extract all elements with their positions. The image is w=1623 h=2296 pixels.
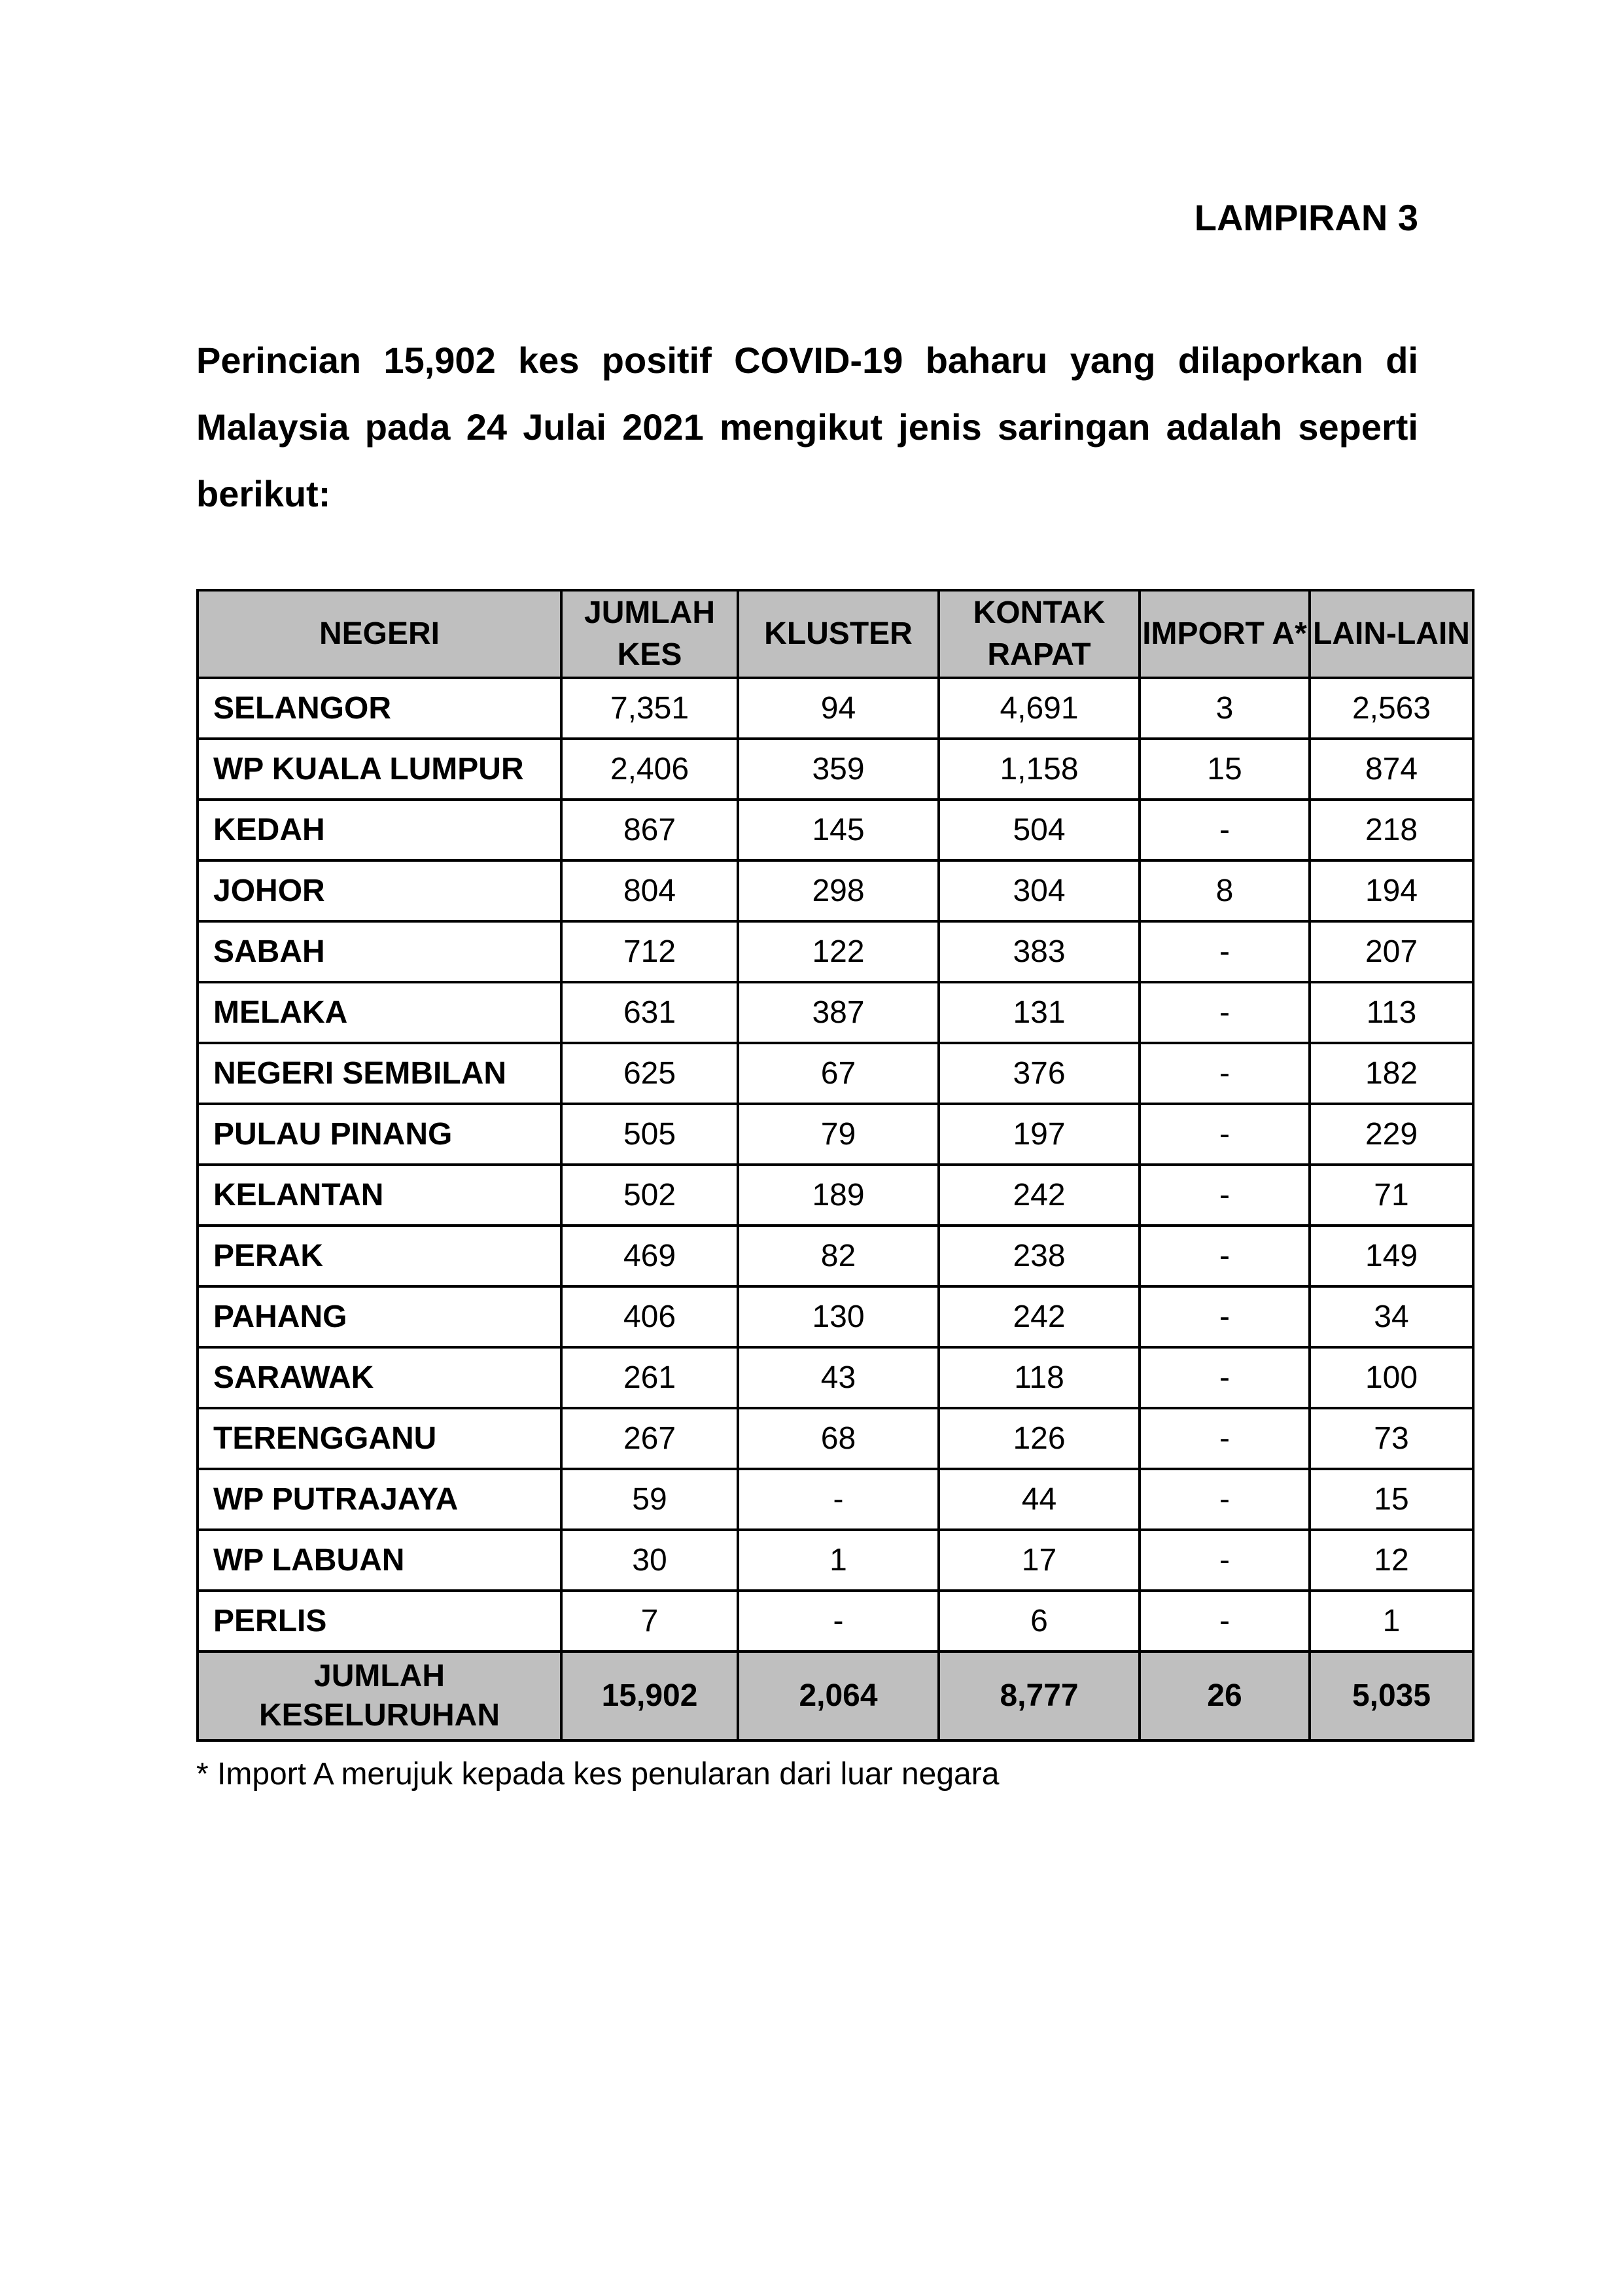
kluster-cell: 298 [738,860,939,921]
jumlah-kes-cell: 7 [561,1591,738,1651]
kontak-rapat-cell: 17 [939,1530,1140,1591]
kontak-rapat-cell: 376 [939,1043,1140,1104]
kluster-cell: 130 [738,1286,939,1347]
state-name: KELANTAN [198,1165,561,1226]
state-name: WP KUALA LUMPUR [198,739,561,800]
table-row [198,1591,1473,1651]
state-name: TERENGGANU [198,1408,561,1469]
lain-lain-cell: 194 [1310,860,1473,921]
lain-lain-cell: 182 [1310,1043,1473,1104]
import-a-cell: - [1140,1408,1310,1469]
jumlah-kes-cell: 502 [561,1165,738,1226]
table-row [198,860,1473,921]
jumlah-kes-cell: 30 [561,1530,738,1591]
kontak-rapat-cell: 131 [939,982,1140,1043]
total-import-a: 26 [1140,1651,1310,1740]
kontak-rapat-cell: 242 [939,1165,1140,1226]
table-body [198,678,1473,1651]
table-row [198,678,1473,739]
import-a-cell: - [1140,1043,1310,1104]
header-kontak-rapat: KONTAK RAPAT [939,590,1140,678]
lain-lain-cell: 100 [1310,1347,1473,1408]
kluster-cell: 122 [738,921,939,982]
table-row [198,1286,1473,1347]
table-row [198,1469,1473,1530]
state-name: KEDAH [198,800,561,860]
total-row [198,1651,1473,1740]
table-row [198,739,1473,800]
lain-lain-cell: 34 [1310,1286,1473,1347]
lain-lain-cell: 207 [1310,921,1473,982]
kluster-cell: 82 [738,1226,939,1286]
kluster-cell: 387 [738,982,939,1043]
kluster-cell: 145 [738,800,939,860]
header-jumlah-kes: JUMLAH KES [561,590,738,678]
jumlah-kes-cell: 867 [561,800,738,860]
jumlah-kes-cell: 625 [561,1043,738,1104]
lain-lain-cell: 874 [1310,739,1473,800]
state-name: PAHANG [198,1286,561,1347]
state-name: PULAU PINANG [198,1104,561,1165]
import-a-cell: - [1140,982,1310,1043]
kluster-cell: 359 [738,739,939,800]
intro-paragraph: Perincian 15,902 kes positif COVID-19 baharu yang dilaporkan di Malaysia pada 24 Julai 2021 mengikut jenis saringan adalah seperti berikut: [196,340,1418,514]
jumlah-kes-cell: 505 [561,1104,738,1165]
cases-by-state-table [196,589,1475,1742]
import-a-cell: 15 [1140,739,1310,800]
import-a-cell: - [1140,1104,1310,1165]
import-a-cell: 8 [1140,860,1310,921]
jumlah-kes-cell: 59 [561,1469,738,1530]
header-kluster: KLUSTER [738,590,939,678]
jumlah-kes-cell: 261 [561,1347,738,1408]
table-row [198,921,1473,982]
table-row [198,982,1473,1043]
kluster-cell: 67 [738,1043,939,1104]
kluster-cell: - [738,1591,939,1651]
jumlah-kes-cell: 631 [561,982,738,1043]
kontak-rapat-cell: 238 [939,1226,1140,1286]
state-name: JOHOR [198,860,561,921]
jumlah-kes-cell: 7,351 [561,678,738,739]
import-a-cell: - [1140,1469,1310,1530]
state-name: WP LABUAN [198,1530,561,1591]
kontak-rapat-cell: 242 [939,1286,1140,1347]
total-lain-lain: 5,035 [1310,1651,1473,1740]
kluster-cell: 68 [738,1408,939,1469]
import-a-cell: - [1140,1286,1310,1347]
lain-lain-cell: 218 [1310,800,1473,860]
import-a-cell: - [1140,1591,1310,1651]
kontak-rapat-cell: 1,158 [939,739,1140,800]
kluster-cell: 189 [738,1165,939,1226]
kontak-rapat-cell: 118 [939,1347,1140,1408]
table-header [198,590,1473,678]
state-name: WP PUTRAJAYA [198,1469,561,1530]
lain-lain-cell: 73 [1310,1408,1473,1469]
state-name: MELAKA [198,982,561,1043]
import-a-cell: - [1140,1530,1310,1591]
lain-lain-cell: 149 [1310,1226,1473,1286]
total-jumlah-kes: 15,902 [561,1651,738,1740]
table-row [198,1104,1473,1165]
kluster-cell: 43 [738,1347,939,1408]
import-a-cell: - [1140,921,1310,982]
header-negeri: NEGERI [198,590,561,678]
total-kontak-rapat: 8,777 [939,1651,1140,1740]
table-row [198,1347,1473,1408]
jumlah-kes-cell: 804 [561,860,738,921]
state-name: SELANGOR [198,678,561,739]
kluster-cell: 94 [738,678,939,739]
import-a-cell: 3 [1140,678,1310,739]
kontak-rapat-cell: 197 [939,1104,1140,1165]
jumlah-kes-cell: 406 [561,1286,738,1347]
jumlah-kes-cell: 712 [561,921,738,982]
table-footer [198,1651,1473,1740]
import-a-cell: - [1140,1347,1310,1408]
lain-lain-cell: 229 [1310,1104,1473,1165]
total-kluster: 2,064 [738,1651,939,1740]
state-name: PERLIS [198,1591,561,1651]
table-row [198,1226,1473,1286]
kontak-rapat-cell: 126 [939,1408,1140,1469]
table-row [198,1165,1473,1226]
header-row [198,590,1473,678]
kontak-rapat-cell: 383 [939,921,1140,982]
kontak-rapat-cell: 4,691 [939,678,1140,739]
state-name: SABAH [198,921,561,982]
state-name: SARAWAK [198,1347,561,1408]
lain-lain-cell: 2,563 [1310,678,1473,739]
footnote: * Import A merujuk kepada kes penularan dari luar negara [196,1757,1000,1792]
appendix-label: LAMPIRAN 3 [1194,197,1418,238]
jumlah-kes-cell: 267 [561,1408,738,1469]
jumlah-kes-cell: 469 [561,1226,738,1286]
lain-lain-cell: 71 [1310,1165,1473,1226]
kluster-cell: 1 [738,1530,939,1591]
kontak-rapat-cell: 6 [939,1591,1140,1651]
import-a-cell: - [1140,1226,1310,1286]
total-label: JUMLAH KESELURUHAN [198,1651,561,1740]
header-import-a: IMPORT A* [1140,590,1310,678]
header-lain-lain: LAIN-LAIN [1310,590,1473,678]
lain-lain-cell: 1 [1310,1591,1473,1651]
table-row [198,1043,1473,1104]
import-a-cell: - [1140,800,1310,860]
jumlah-kes-cell: 2,406 [561,739,738,800]
kontak-rapat-cell: 504 [939,800,1140,860]
kluster-cell: - [738,1469,939,1530]
state-name: NEGERI SEMBILAN [198,1043,561,1104]
lain-lain-cell: 12 [1310,1530,1473,1591]
kluster-cell: 79 [738,1104,939,1165]
lain-lain-cell: 15 [1310,1469,1473,1530]
import-a-cell: - [1140,1165,1310,1226]
table-row [198,1408,1473,1469]
lain-lain-cell: 113 [1310,982,1473,1043]
kontak-rapat-cell: 304 [939,860,1140,921]
state-name: PERAK [198,1226,561,1286]
kontak-rapat-cell: 44 [939,1469,1140,1530]
table-row [198,800,1473,860]
table-row [198,1530,1473,1591]
